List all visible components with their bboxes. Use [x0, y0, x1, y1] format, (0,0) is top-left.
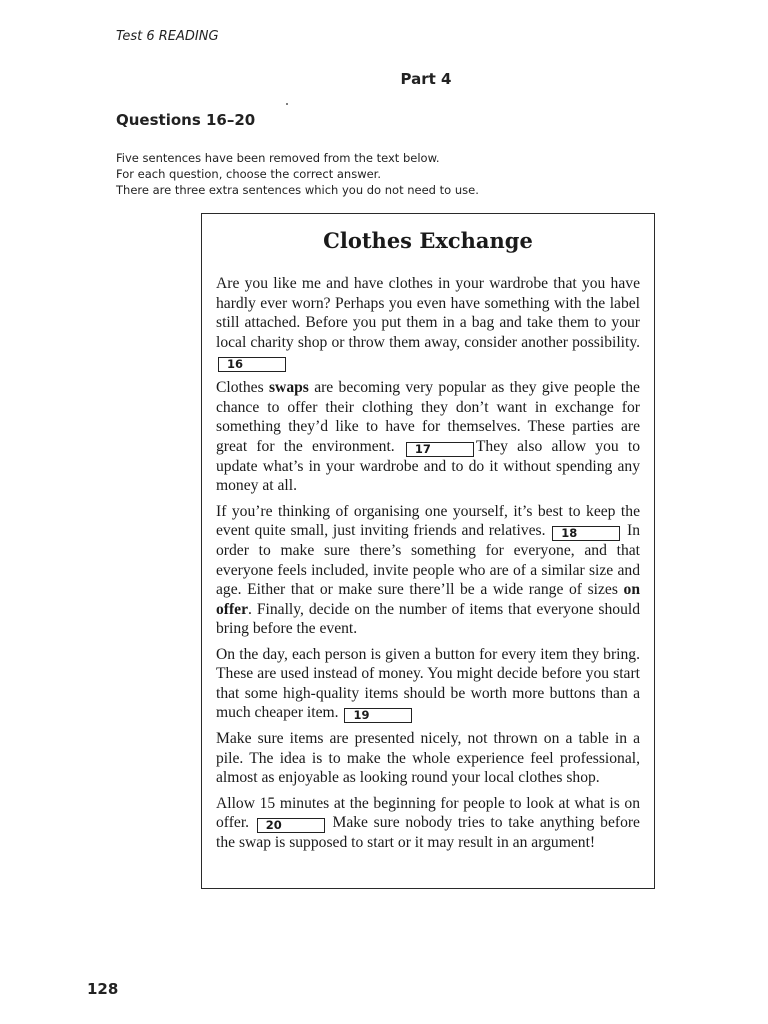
- instructions: [116, 150, 479, 198]
- paragraph: [216, 645, 640, 724]
- paragraph-text: On the day, each person is given a button for every item they bring. These are used instead of money. You might decide before you start that some high-quality items should be worth more buttons than a much cheaper item.: [216, 645, 640, 721]
- answer-gap-20[interactable]: 20: [257, 818, 325, 833]
- paragraph-text: If you’re thinking of organising one yourself, it’s best to keep the event quite small, just inviting friends and relatives.: [216, 502, 640, 539]
- part-heading: Part 4: [400, 70, 452, 88]
- article-title: Clothes Exchange: [323, 228, 533, 253]
- stray-mark: [286, 103, 288, 105]
- instruction-line: Five sentences have been removed from the text below.: [116, 151, 440, 165]
- paragraph-text: They also allow you to update what’s in your wardrobe and to do it without spending any money at all.: [216, 437, 641, 494]
- questions-heading: Questions 16–20: [116, 111, 256, 129]
- running-header: Test 6 READING: [116, 29, 219, 44]
- paragraph-text: Are you like me and have clothes in your wardrobe that you have hardly ever worn? Perhaps you even have something with the label still attached. Before you put them in a bag and take them to your local charity shop or throw them away, consider another possibility.: [216, 275, 640, 351]
- article-body: [216, 274, 640, 859]
- instruction-line: For each question, choose the correct answer.: [116, 167, 381, 181]
- paragraph: [216, 378, 640, 496]
- paragraph: [216, 794, 640, 853]
- bold-term: swaps: [268, 379, 309, 396]
- instruction-line: There are three extra sentences which you do not need to use.: [116, 183, 479, 197]
- answer-gap-16[interactable]: 16: [218, 357, 286, 372]
- answer-gap-19[interactable]: 19: [344, 708, 412, 723]
- paragraph-text: In order to make sure there’s something for everyone, and that everyone feels included, invite people who are of a similar size and age. Either that or make sure there’ll be a wide range of sizes: [216, 522, 640, 598]
- paragraph-text: are becoming very popular as they give people the chance to offer their clothing they don’t want in exchange for something they’d like to have for themselves. These parties are great for the environment.: [216, 379, 640, 455]
- bold-term: on offer: [216, 581, 640, 618]
- answer-gap-18[interactable]: 18: [552, 526, 620, 541]
- paragraph-text: Allow 15 minutes at the beginning for people to look at what is on offer.: [216, 794, 640, 831]
- answer-gap-17[interactable]: 17: [406, 442, 474, 457]
- paragraph: [216, 502, 640, 639]
- article-box: [201, 213, 655, 889]
- page-number: 128: [87, 980, 119, 998]
- paragraph-text: Clothes: [216, 379, 269, 396]
- paragraph-text: Make sure nobody tries to take anything before the swap is supposed to start or it may result in an argument!: [216, 814, 640, 851]
- paragraph-text: . Finally, decide on the number of items that everyone should bring before the event.: [216, 600, 640, 637]
- paragraph: [216, 729, 640, 788]
- paragraph-text: Make sure items are presented nicely, not thrown on a table in a pile. The idea is to make the whole experience feel professional, almost as enjoyable as looking round your local clothes shop.: [216, 730, 640, 786]
- paragraph: [216, 274, 640, 372]
